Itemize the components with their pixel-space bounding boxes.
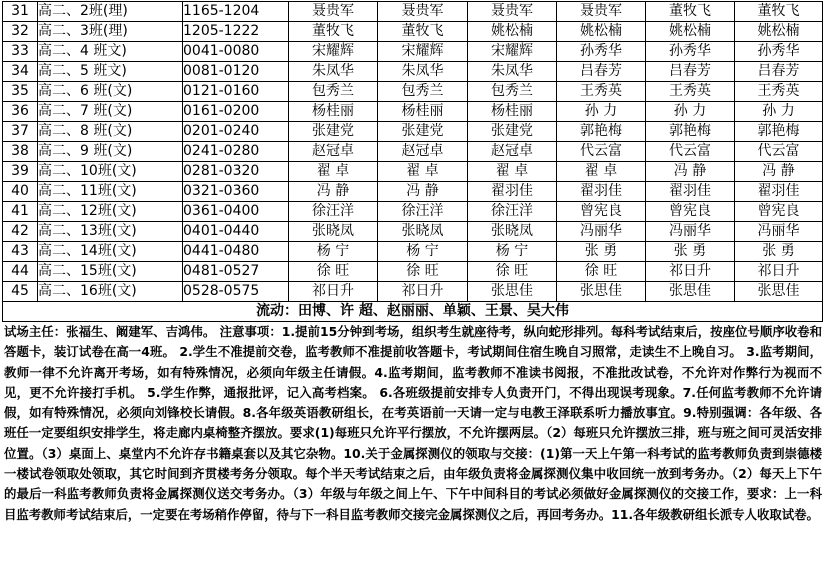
proctor-name: 杨 宁 — [468, 242, 557, 262]
class-name: 高二、4 班文) — [38, 42, 183, 62]
room-number: 37 — [3, 122, 38, 142]
proctor-name: 王秀英 — [735, 82, 823, 102]
seat-range: 0121-0160 — [183, 82, 289, 102]
class-name: 高二、7 班(文) — [38, 102, 183, 122]
seat-range: 0321-0360 — [183, 182, 289, 202]
proctor-name: 翟 卓 — [557, 162, 646, 182]
seat-range: 0041-0080 — [183, 42, 289, 62]
proctor-name: 祁日升 — [289, 282, 378, 302]
proctor-name: 徐汪洋 — [468, 202, 557, 222]
proctor-name: 代云富 — [557, 142, 646, 162]
class-name: 高二、3班(理) — [38, 22, 183, 42]
proctor-name: 吕春芳 — [557, 62, 646, 82]
proctor-name: 翟 卓 — [468, 162, 557, 182]
table-row — [3, 102, 823, 122]
proctor-name: 董牧飞 — [378, 22, 468, 42]
proctor-table — [2, 1, 823, 322]
table-row — [3, 262, 823, 282]
table-row — [3, 222, 823, 242]
class-name: 高二、11班(文) — [38, 182, 183, 202]
class-name: 高二、16班(文) — [38, 282, 183, 302]
table-row — [3, 22, 823, 42]
seat-range: 0528-0575 — [183, 282, 289, 302]
proctor-name: 王秀英 — [646, 82, 735, 102]
proctor-name: 宋耀辉 — [289, 42, 378, 62]
proctor-name: 聂贵军 — [378, 2, 468, 22]
table-row — [3, 242, 823, 262]
room-number: 41 — [3, 202, 38, 222]
proctor-name: 包秀兰 — [378, 82, 468, 102]
proctor-name: 孙 力 — [646, 102, 735, 122]
proctor-name: 赵冠卓 — [468, 142, 557, 162]
room-number: 45 — [3, 282, 38, 302]
proctor-name: 翟羽佳 — [735, 182, 823, 202]
proctor-name: 董牧飞 — [735, 2, 823, 22]
proctor-name: 翟羽佳 — [646, 182, 735, 202]
table-row — [3, 162, 823, 182]
proctor-name: 张思佳 — [646, 282, 735, 302]
proctor-name: 冯丽华 — [557, 222, 646, 242]
table-row — [3, 82, 823, 102]
proctor-name: 冯 静 — [646, 162, 735, 182]
seat-range: 0201-0240 — [183, 122, 289, 142]
seat-range: 0401-0440 — [183, 222, 289, 242]
proctor-name: 徐 旺 — [289, 262, 378, 282]
proctor-name: 姚松楠 — [735, 22, 823, 42]
proctor-name: 董牧飞 — [646, 2, 735, 22]
proctor-name: 翟羽佳 — [468, 182, 557, 202]
proctor-name: 郭艳梅 — [557, 122, 646, 142]
room-number: 31 — [3, 2, 38, 22]
proctor-name: 张 勇 — [735, 242, 823, 262]
proctor-name: 朱凤华 — [378, 62, 468, 82]
room-number: 43 — [3, 242, 38, 262]
proctor-name: 孙秀华 — [735, 42, 823, 62]
proctor-name: 张思佳 — [468, 282, 557, 302]
proctor-name: 祁日升 — [735, 262, 823, 282]
proctor-name: 曾宪良 — [735, 202, 823, 222]
table-row — [3, 202, 823, 222]
room-number: 35 — [3, 82, 38, 102]
table-row — [3, 122, 823, 142]
proctor-name: 冯 静 — [289, 182, 378, 202]
proctor-name: 朱凤华 — [468, 62, 557, 82]
table-body — [3, 2, 823, 302]
proctor-name: 杨桂丽 — [468, 102, 557, 122]
proctor-name: 张晓凤 — [468, 222, 557, 242]
proctor-name: 吕春芳 — [735, 62, 823, 82]
class-name: 高二、14班(文) — [38, 242, 183, 262]
proctor-name: 徐汪洋 — [289, 202, 378, 222]
room-number: 36 — [3, 102, 38, 122]
proctor-name: 徐 旺 — [468, 262, 557, 282]
seat-range: 0361-0400 — [183, 202, 289, 222]
room-number: 33 — [3, 42, 38, 62]
proctor-name: 代云富 — [735, 142, 823, 162]
proctor-name: 孙 力 — [557, 102, 646, 122]
table-row — [3, 2, 823, 22]
proctor-name: 吕春芳 — [646, 62, 735, 82]
proctor-name: 聂贵军 — [289, 2, 378, 22]
proctor-name: 张 勇 — [646, 242, 735, 262]
proctor-name: 曾宪良 — [557, 202, 646, 222]
room-number: 40 — [3, 182, 38, 202]
class-name: 高二、10班(文) — [38, 162, 183, 182]
class-name: 高二、15班(文) — [38, 262, 183, 282]
proctor-name: 姚松楠 — [646, 22, 735, 42]
proctor-name: 冯丽华 — [646, 222, 735, 242]
table-row — [3, 142, 823, 162]
proctor-name: 张晓凤 — [378, 222, 468, 242]
proctor-name: 包秀兰 — [468, 82, 557, 102]
class-name: 高二、8 班(文) — [38, 122, 183, 142]
seat-range: 0241-0280 — [183, 142, 289, 162]
seat-range: 0441-0480 — [183, 242, 289, 262]
proctor-name: 翟羽佳 — [557, 182, 646, 202]
proctor-name: 代云富 — [646, 142, 735, 162]
table-row — [3, 62, 823, 82]
proctor-name: 冯 静 — [735, 162, 823, 182]
proctor-name: 翟 卓 — [378, 162, 468, 182]
proctor-name: 徐 旺 — [378, 262, 468, 282]
class-name: 高二、9 班(文) — [38, 142, 183, 162]
proctor-name: 赵冠卓 — [289, 142, 378, 162]
proctor-name: 姚松楠 — [557, 22, 646, 42]
proctor-name: 赵冠卓 — [378, 142, 468, 162]
proctor-name: 朱凤华 — [289, 62, 378, 82]
seat-range: 1165-1204 — [183, 2, 289, 22]
table-row — [3, 42, 823, 62]
class-name: 高二、12班(文) — [38, 202, 183, 222]
room-number: 32 — [3, 22, 38, 42]
proctor-name: 宋耀辉 — [378, 42, 468, 62]
proctor-name: 包秀兰 — [289, 82, 378, 102]
proctor-name: 张思佳 — [735, 282, 823, 302]
room-number: 39 — [3, 162, 38, 182]
proctor-name: 徐汪洋 — [378, 202, 468, 222]
proctor-name: 张思佳 — [557, 282, 646, 302]
proctor-name: 翟 卓 — [289, 162, 378, 182]
proctor-name: 郭艳梅 — [646, 122, 735, 142]
roaming-row — [3, 302, 823, 322]
proctor-name: 杨 宁 — [378, 242, 468, 262]
proctor-name: 曾宪良 — [646, 202, 735, 222]
proctor-name: 张建党 — [468, 122, 557, 142]
proctor-name: 祁日升 — [646, 262, 735, 282]
proctor-name: 孙秀华 — [557, 42, 646, 62]
proctor-name: 杨桂丽 — [289, 102, 378, 122]
seat-range: 0281-0320 — [183, 162, 289, 182]
proctor-name: 董牧飞 — [289, 22, 378, 42]
roaming-staff: 流动：田博、许 超、赵丽丽、单颖、王景、吴大伟 — [3, 302, 823, 322]
seat-range: 0481-0527 — [183, 262, 289, 282]
proctor-name: 孙 力 — [735, 102, 823, 122]
table-row — [3, 282, 823, 302]
proctor-name: 张晓凤 — [289, 222, 378, 242]
proctor-name: 张 勇 — [557, 242, 646, 262]
proctor-name: 聂贵军 — [557, 2, 646, 22]
exam-notes: 试场主任：张福生、阚建军、吉鸿伟。 注意事项：1.提前15分钟到考场，组织考生就座待考，纵向蛇形排列。每科考试结束后，按座位号顺序收卷和答题卡，装订试卷在高一4班。 2.学生不准提前交卷，监考教师不准提前收答题卡，考试期间住宿生晚自习照常，走读生不上晚自习。 3.监考期间，教师一律不允许离开考场，如有特殊情况，必须向年级主任请假。4.监考期间，监考教师不准读书阅报，不准批改试卷，不允许对作弊行为视而不见，更不允许接打手机。 5.学生作弊，通报批评，记入高考档案。 6.各班级提前安排专人负责开门，不得出现误考现象。7.任何监考教师不允许请假，如有特殊情况，必须向刘锋校长请假。8.各年级英语教研组长，在考英语前一天请一定与电教王泽联系听力播放事宜。9.特别强调：各年级、各班任一定要组织安排学生，将走廊内桌椅整齐摆放。要求(1)每班只允许平行摆放，不允许摆两层。（2）每班只允许摆放三排，班与班之间可灵活安排位置。（3）桌面上、桌堂内不允许存书籍桌套以及其它杂物。10.关于金属探测仪的领取与交接：(1)第一天上午第一科考试的监考教师负责到崇德楼一楼试卷领取处领取，其它时间到齐贯楼考务分领取。每个半天考试结束之后，由年级负责将金属探测仪集中收回统一放到考务办。（2）每天上下午的最后一科监考教师负责将金属探测仪送交考务办。（3）年级与年级之间上午、下午中间科目的考试必须做好金属探测仪的交接工作，要求：上一科目监考教师考试结束后，一定要在考场稍作停留，待与下一科目监考教师交接完金属探测仪之后，再回考务办。11.各年级教研组长派专人收取试卷。 — [4, 324, 822, 522]
table-row — [3, 182, 823, 202]
proctor-name: 张建党 — [378, 122, 468, 142]
proctor-name: 冯丽华 — [735, 222, 823, 242]
proctor-name: 姚松楠 — [468, 22, 557, 42]
seat-range: 0081-0120 — [183, 62, 289, 82]
proctor-name: 张建党 — [289, 122, 378, 142]
class-name: 高二、2班(理) — [38, 2, 183, 22]
proctor-name: 王秀英 — [557, 82, 646, 102]
class-name: 高二、5 班文) — [38, 62, 183, 82]
proctor-name: 冯 静 — [378, 182, 468, 202]
room-number: 38 — [3, 142, 38, 162]
class-name: 高二、6 班(文) — [38, 82, 183, 102]
proctor-name: 祁日升 — [378, 282, 468, 302]
proctor-name: 宋耀辉 — [468, 42, 557, 62]
proctor-name: 郭艳梅 — [735, 122, 823, 142]
seat-range: 0161-0200 — [183, 102, 289, 122]
proctor-name: 杨桂丽 — [378, 102, 468, 122]
seat-range: 1205-1222 — [183, 22, 289, 42]
room-number: 44 — [3, 262, 38, 282]
proctor-name: 聂贵军 — [468, 2, 557, 22]
room-number: 34 — [3, 62, 38, 82]
proctor-name: 徐 旺 — [557, 262, 646, 282]
room-number: 42 — [3, 222, 38, 242]
proctor-name: 孙秀华 — [646, 42, 735, 62]
proctor-name: 杨 宁 — [289, 242, 378, 262]
class-name: 高二、13班(文) — [38, 222, 183, 242]
